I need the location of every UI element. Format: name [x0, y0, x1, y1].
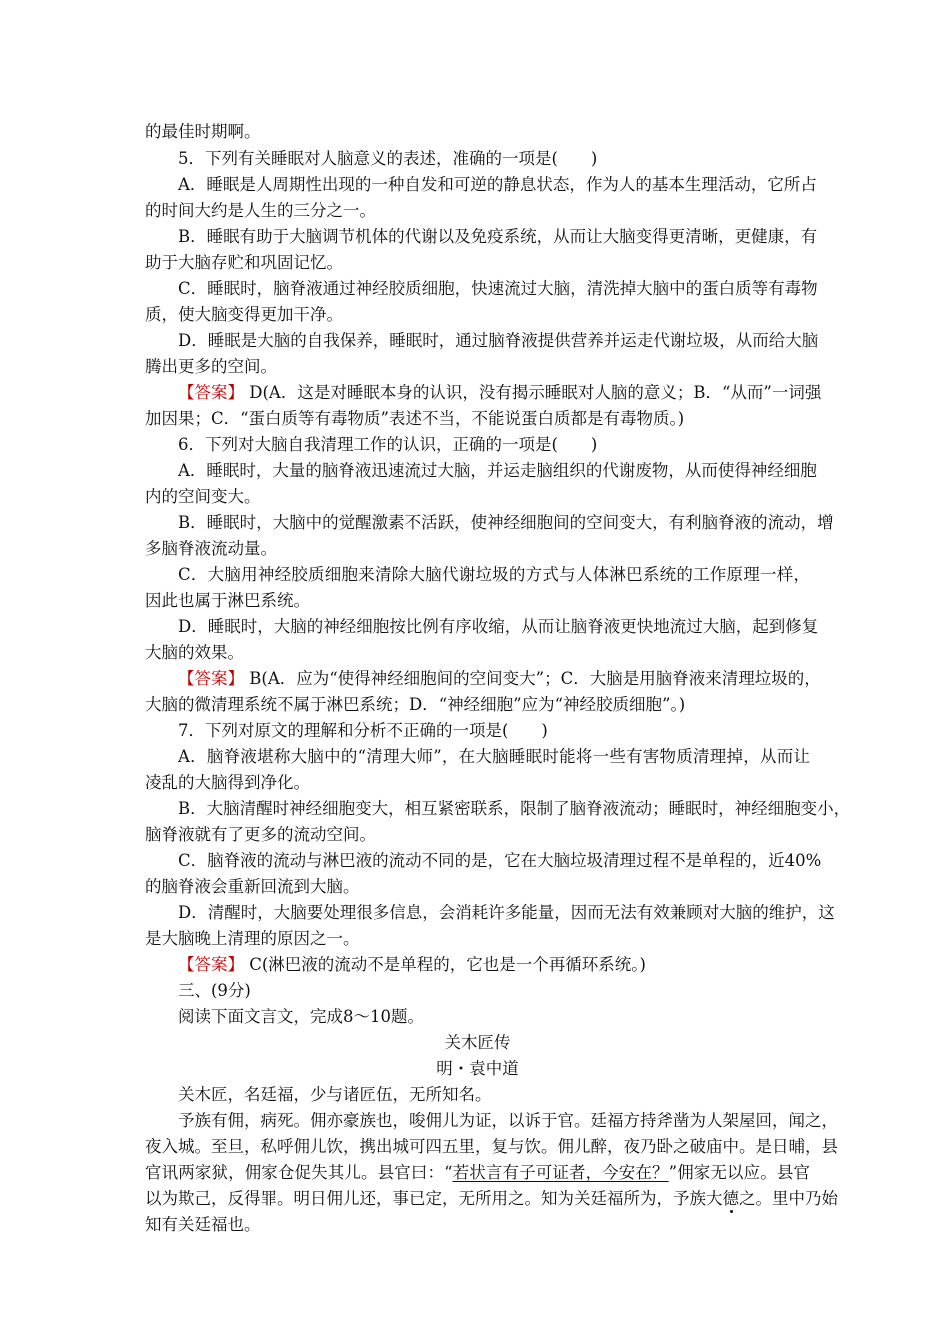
underlined-sentence: 若状言有子可证者，今安在？	[452, 1163, 669, 1182]
text-line: 脑脊液就有了更多的流动空间。	[145, 825, 376, 844]
text-segment: 之。里中乃始	[739, 1189, 838, 1208]
text-line: 的时间大约是人生的三分之一。	[145, 201, 376, 220]
text-segment: ”佣家无以应。县官	[668, 1163, 811, 1182]
text-line: 内的空间变大。	[145, 487, 261, 506]
question-6-stem: 6．下列对大脑自我清理工作的认识，正确的一项是( )	[178, 435, 598, 454]
passage-line: 予族有佣，病死。佣亦豪族也，唆佣儿为证，以诉于官。廷福方持斧凿为人架屋回，闻之，	[178, 1111, 838, 1130]
question-5-option-b: B．睡眠有助于大脑调节机体的代谢以及免疫系统，从而让大脑变得更清晰，更健康，有	[178, 227, 818, 246]
text-line: 因此也属于淋巴系统。	[145, 591, 310, 610]
text-segment: 以为欺己，反得罪。明日佣儿还，事已定，无所用之。知为关廷福所为，予族大	[145, 1189, 723, 1208]
question-6-option-b: B．睡眠时，大脑中的觉醒激素不活跃，使神经细胞间的空间变大，有利脑脊液的流动，增	[178, 513, 834, 532]
passage-title: 关木匠传	[444, 1033, 511, 1052]
passage-line	[145, 1163, 810, 1183]
question-5-option-d: D．睡眠是大脑的自我保养，睡眠时，通过脑脊液提供营养并运走代谢垃圾，从而给大脑	[178, 331, 819, 350]
text-line: 是大脑晚上清理的原因之一。	[145, 929, 360, 948]
question-5-stem: 5．下列有关睡眠对人脑意义的表述，准确的一项是( )	[178, 149, 598, 168]
answer-tag: 【答案】	[178, 383, 244, 402]
answer-tag: 【答案】	[178, 669, 244, 688]
answer-5	[178, 383, 822, 403]
text-line: 大脑的微清理系统不属于淋巴系统；D．“神经细胞”应为“神经胶质细胞”。)	[145, 695, 686, 714]
text-line: 大脑的效果。	[145, 643, 244, 662]
question-5-option-a: A．睡眠是人周期性出现的一种自发和可逆的静息状态，作为人的基本生理活动，它所占	[178, 175, 817, 194]
answer-tag: 【答案】	[178, 955, 244, 974]
question-7-option-a: A．脑脊液堪称大脑中的“清理大师”，在大脑睡眠时能将一些有害物质清理掉，从而让	[178, 747, 810, 766]
section-instruction: 阅读下面文言文，完成8～10题。	[178, 1007, 424, 1026]
answer-text: B(A．应为“使得神经细胞间的空间变大”；C．大脑是用脑脊液来清理垃圾的，	[249, 669, 821, 688]
answer-6	[178, 669, 821, 689]
text-segment: 官讯两家狱，佣家仓促失其儿。县官曰：“	[145, 1163, 453, 1182]
question-6-option-c: C．大脑用神经胶质细胞来清除大脑代谢垃圾的方式与人体淋巴系统的工作原理一样，	[178, 565, 810, 584]
answer-text: D(A．这是对睡眠本身的认识，没有揭示睡眠对人脑的意义；B．“从而”一词强	[249, 383, 822, 402]
text-line: 腾出更多的空间。	[145, 357, 277, 376]
answer-text: C(淋巴液的流动不是单程的，它也是一个再循环系统。)	[249, 955, 646, 974]
text-line: 助于大脑存贮和巩固记忆。	[145, 253, 343, 272]
question-7-option-d: D．清醒时，大脑要处理很多信息，会消耗许多能量，因而无法有效兼顾对大脑的维护，这	[178, 903, 835, 922]
passage-line: 夜入城。至旦，私呼佣儿饮，携出城可四五里，复与饮。佣儿醉，夜乃卧之破庙中。是日晡，县	[145, 1137, 838, 1156]
question-6-option-d: D．睡眠时，大脑的神经细胞按比例有序收缩，从而让脑脊液更快地流过大脑，起到修复	[178, 617, 819, 636]
text-line: 质，使大脑变得更加干净。	[145, 305, 343, 324]
passage-author: 明・袁中道	[436, 1059, 519, 1078]
question-6-option-a: A．睡眠时，大量的脑脊液迅速流过大脑，并运走脑组织的代谢废物，从而使得神经细胞	[178, 461, 817, 480]
question-5-option-c: C．睡眠时，脑脊液通过神经胶质细胞，快速流过大脑，清洗掉大脑中的蛋白质等有毒物	[178, 279, 818, 298]
text-line: 的脑脊液会重新回流到大脑。	[145, 877, 360, 896]
passage-line: 知有关廷福也。	[145, 1215, 261, 1234]
question-7-option-c: C．脑脊液的流动与淋巴液的流动不同的是，它在大脑垃圾清理过程不是单程的，近40%	[178, 851, 822, 870]
answer-7	[178, 955, 810, 975]
text-line: 凌乱的大脑得到净化。	[145, 773, 310, 792]
text-line: 的最佳时期啊。	[145, 122, 261, 141]
section-heading: 三、(9分)	[178, 981, 251, 1000]
question-7-option-b: B．大脑清醒时神经细胞变大，相互紧密联系，限制了脑脊液流动；睡眠时，神经细胞变小，	[178, 799, 851, 818]
passage-line	[145, 1189, 838, 1209]
text-line: 加因果；C．“蛋白质等有毒物质”表述不当，不能说蛋白质都是有毒物质。)	[145, 409, 685, 428]
question-7-stem: 7．下列对原文的理解和分析不正确的一项是( )	[178, 721, 548, 740]
dotted-character: 德	[722, 1189, 739, 1208]
passage-line: 关木匠，名廷福，少与诸匠伍，无所知名。	[178, 1085, 492, 1104]
text-line: 多脑脊液流动量。	[145, 539, 277, 558]
